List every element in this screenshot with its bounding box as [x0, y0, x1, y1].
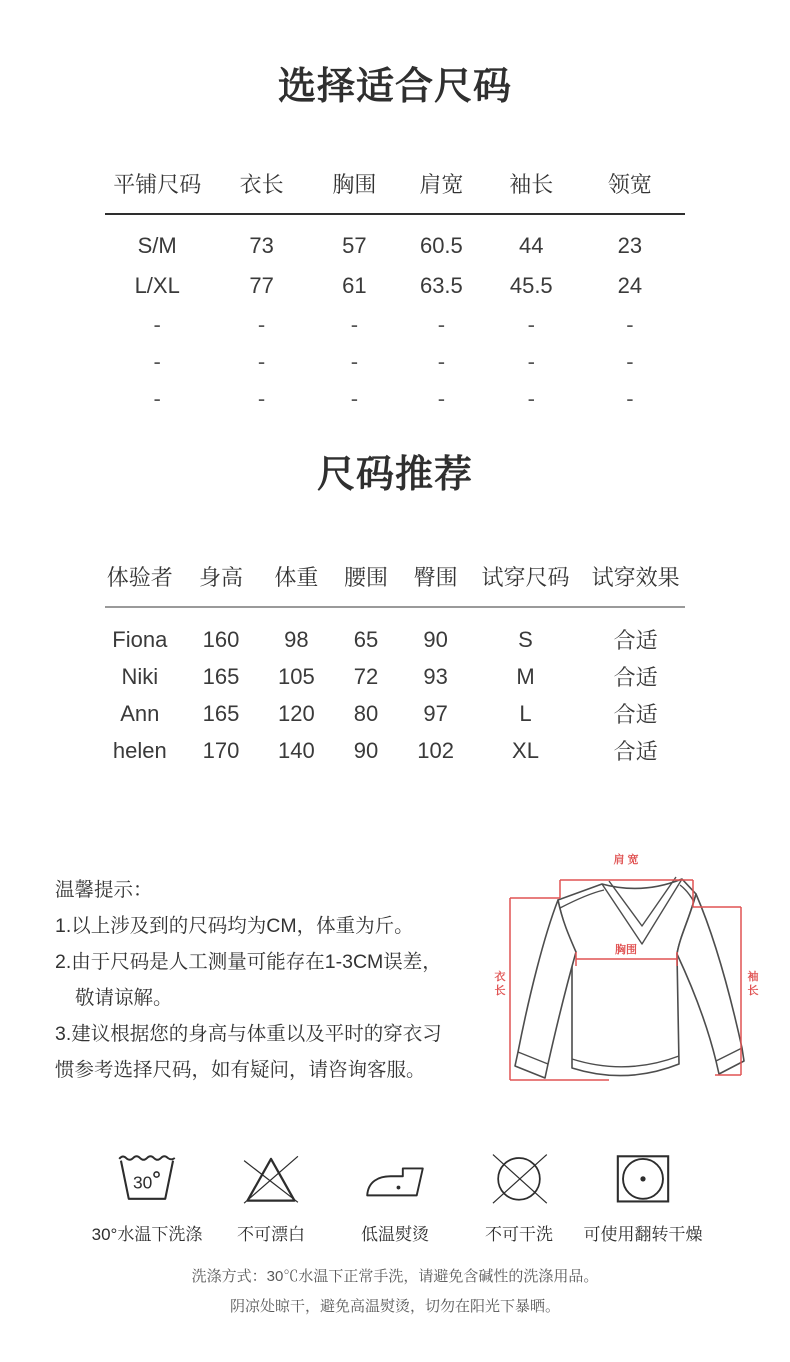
size-recommend-cell: 90	[423, 626, 448, 652]
size-recommend-cell: 65	[353, 626, 379, 652]
size-recommend-cell: S	[518, 626, 533, 652]
care-label-wash: 30°水温下洗涤	[91, 1225, 203, 1244]
tips-block	[55, 872, 505, 1088]
flat-size-cell: -	[626, 385, 634, 411]
flat-size-cell: -	[153, 385, 161, 411]
size-recommend-column-header: 腰围	[325, 560, 406, 607]
sleeve-length-label: 袖长	[747, 971, 759, 997]
care-item-tumble-dry	[581, 1150, 705, 1245]
size-recommend-cell: 165	[202, 700, 240, 726]
flat-size-cell: -	[527, 311, 535, 337]
care-item-no-dryclean	[457, 1150, 581, 1245]
flat-size-table	[105, 167, 685, 417]
wash-notes	[0, 1262, 790, 1322]
tumble-dot	[640, 1176, 645, 1181]
size-recommend-cell: Fiona	[112, 626, 168, 652]
size-recommend-cell: M	[516, 663, 535, 689]
size-recommend-cell: 102	[417, 737, 454, 763]
flat-size-cell: 23	[617, 233, 643, 258]
wash-note-line2: 阴凉处晾干，避免高温熨烫，切勿在阳光下暴晒。	[229, 1298, 560, 1315]
tip-line: 1.以上涉及到的尺码均为CM，体重为斤。	[55, 915, 414, 937]
flat-size-cell: -	[626, 311, 634, 337]
size-recommend-cell: 120	[278, 700, 315, 726]
size-recommend-cell: 72	[353, 663, 379, 689]
flat-size-cell: -	[626, 348, 634, 374]
flat-size-cell: -	[153, 311, 161, 337]
flat-size-cell: 77	[249, 273, 274, 298]
care-icons-row	[85, 1150, 705, 1245]
flat-size-cell: 60.5	[419, 233, 463, 258]
flat-size-cell: -	[257, 348, 266, 374]
flat-size-cell: 63.5	[419, 273, 463, 298]
flat-size-cell: -	[350, 311, 359, 337]
flat-size-column-header: 衣长	[209, 167, 313, 214]
size-recommend-column-header: 试穿尺码	[465, 560, 587, 607]
flat-size-cell: -	[257, 385, 266, 411]
flat-size-cell: -	[437, 348, 446, 374]
flat-size-cell: -	[527, 385, 535, 411]
length-label: 衣长	[494, 971, 506, 997]
flat-size-row	[105, 266, 685, 306]
flat-size-cell: -	[527, 348, 535, 374]
flat-size-row	[105, 214, 685, 266]
care-item-no-bleach	[209, 1150, 333, 1245]
flat-size-cell: 44	[519, 233, 544, 258]
flat-size-column-header: 领宽	[575, 167, 685, 214]
size-recommend-cell: 140	[278, 737, 315, 763]
shoulder-width-label: 肩 宽	[613, 854, 639, 866]
size-recommend-header-row	[105, 560, 685, 607]
flat-size-cell: 73	[249, 233, 274, 258]
size-recommend-cell: 165	[202, 663, 240, 689]
size-recommend-cell: 合适	[613, 739, 658, 764]
flat-size-cell: -	[437, 311, 446, 337]
garment-body	[558, 879, 696, 1076]
flat-size-header-row	[105, 167, 685, 214]
size-recommend-cell: Ann	[120, 700, 160, 726]
size-recommend-cell: Niki	[121, 663, 159, 689]
size-recommend-cell: 合适	[613, 628, 658, 653]
tumble-dry-icon	[610, 1150, 676, 1206]
flat-size-column-header: 平铺尺码	[105, 167, 209, 214]
size-recommend-cell: 合适	[613, 702, 658, 727]
size-recommend-column-header: 体验者	[105, 560, 175, 607]
flat-size-cell: -	[350, 348, 359, 374]
size-recommend-cell: 98	[284, 626, 309, 652]
flat-size-column-header: 袖长	[488, 167, 575, 214]
no-bleach-icon	[238, 1150, 304, 1206]
wash-temp-text: 30	[133, 1172, 153, 1193]
size-recommend-cell: XL	[512, 737, 539, 763]
size-recommend-cell: 160	[202, 626, 240, 652]
tip-line: 惯参考选择尺码，如有疑问，请咨询客服。	[55, 1059, 426, 1081]
care-label-no-dryclean: 不可干洗	[485, 1225, 553, 1244]
care-label-tumble-dry: 可使用翻转干燥	[583, 1225, 703, 1244]
size-recommend-column-header: 体重	[267, 560, 325, 607]
size-recommend-cell: helen	[112, 737, 167, 763]
tips-heading: 温馨提示：	[55, 879, 153, 901]
flat-size-cell: 24	[617, 273, 643, 298]
care-item-wash	[85, 1150, 209, 1245]
flat-size-cell: -	[350, 385, 359, 411]
size-recommend-title: 尺码推荐	[316, 454, 473, 496]
iron-dot	[397, 1186, 401, 1190]
size-recommend-cell: 合适	[613, 665, 658, 690]
flat-size-row	[105, 380, 685, 417]
size-recommend-cell: 93	[423, 663, 448, 689]
chest-label: 胸围	[615, 944, 637, 956]
flat-size-cell: 45.5	[509, 273, 553, 298]
flat-size-row	[105, 306, 685, 343]
flat-size-cell: -	[257, 311, 266, 337]
garment-right-sleeve	[677, 894, 744, 1074]
tip-line: 3.建议根据您的身高与体重以及平时的穿衣习	[55, 1023, 442, 1045]
flat-size-cell: S/M	[137, 233, 177, 258]
iron-low-icon	[362, 1150, 428, 1206]
care-item-iron	[333, 1150, 457, 1245]
care-label-no-bleach: 不可漂白	[237, 1225, 305, 1244]
wash-note-line1: 洗涤方式：30℃水温下正常手洗，请避免含碱性的洗涤用品。	[191, 1268, 599, 1285]
tip-line: 2.由于尺码是人工测量可能存在1-3CM误差，	[55, 951, 442, 973]
wash-30-icon	[114, 1150, 180, 1206]
size-recommend-table	[105, 560, 685, 769]
tip-line: 敬请谅解。	[75, 987, 173, 1009]
care-label-iron: 低温熨烫	[361, 1225, 429, 1244]
flat-size-cell: -	[153, 348, 161, 374]
size-recommend-row	[105, 607, 685, 658]
size-recommend-cell: 97	[423, 700, 448, 726]
size-recommend-cell: 170	[202, 737, 240, 763]
no-dryclean-icon	[486, 1150, 552, 1206]
size-recommend-column-header: 试穿效果	[586, 560, 685, 607]
size-recommend-column-header: 身高	[175, 560, 268, 607]
flat-size-column-header: 胸围	[314, 167, 395, 214]
flat-size-title: 选择适合尺码	[277, 66, 512, 108]
flat-size-cell: 57	[342, 233, 367, 258]
size-recommend-cell: L	[519, 700, 532, 726]
size-recommend-cell: 80	[353, 700, 379, 726]
flat-size-cell: -	[437, 385, 446, 411]
garment-diagram-svg	[492, 832, 780, 1110]
garment-measure-diagram	[492, 832, 780, 1110]
size-recommend-column-header: 臀围	[407, 560, 465, 607]
flat-size-cell: L/XL	[134, 273, 180, 298]
size-recommend-cell: 90	[353, 737, 379, 763]
size-recommend-cell: 105	[278, 663, 315, 689]
degree-mark	[154, 1172, 159, 1177]
size-recommend-row	[105, 732, 685, 769]
flat-size-column-header: 肩宽	[395, 167, 488, 214]
size-recommend-row	[105, 695, 685, 732]
flat-size-row	[105, 343, 685, 380]
flat-size-cell: 61	[342, 273, 367, 298]
size-recommend-row	[105, 658, 685, 695]
